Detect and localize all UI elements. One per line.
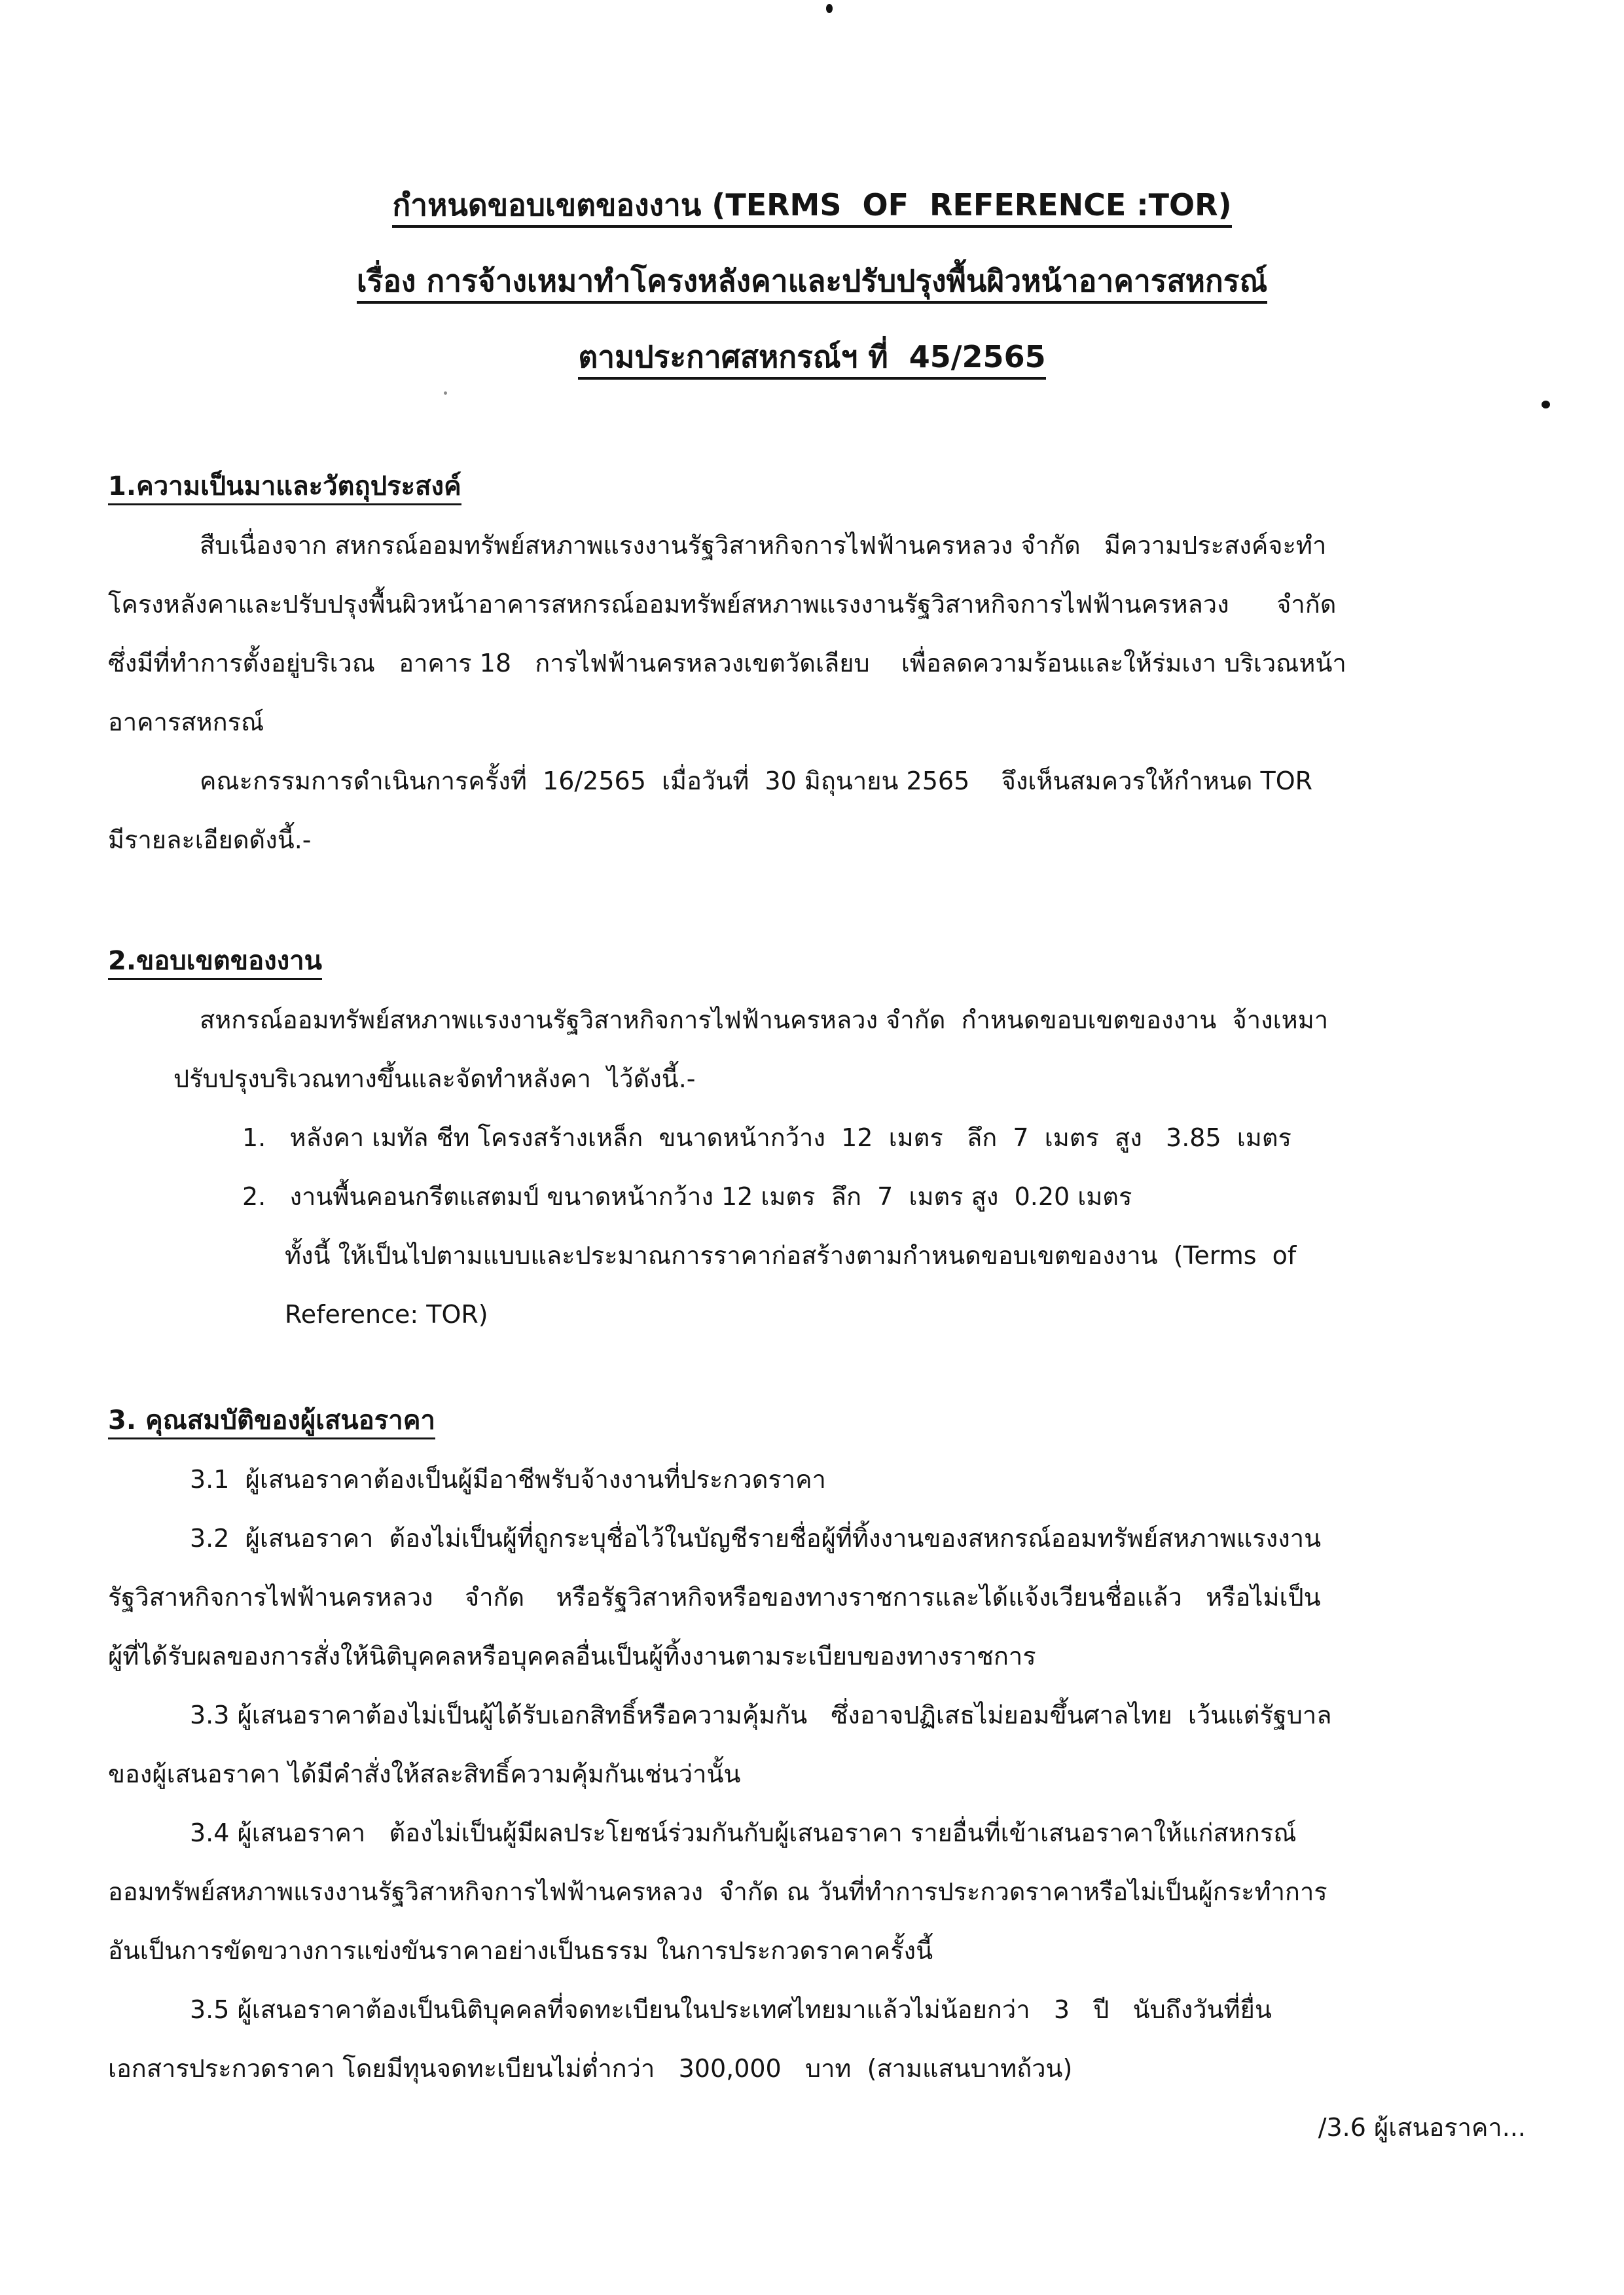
section-3-item-3-3-line-1: 3.3 ผู้เสนอราคาต้องไม่เป็นผู้ได้รับเอกสิทธิ์หรือความคุ้มกัน ซึ่งอาจปฏิเสธไม่ยอมขึ้นศาลไทย เว้นแต่รัฐบาล xyxy=(190,1701,1332,1729)
scan-artifact-dot xyxy=(444,391,447,395)
section-3-heading: 3. คุณสมบัติของผู้เสนอราคา xyxy=(108,1391,1526,1450)
section-3-item-3-3-line-2: ของผู้เสนอราคา ได้มีคำสั่งให้สละสิทธิ์ความคุ้มกันเช่นว่านั้น xyxy=(108,1760,741,1788)
section-1-paragraph-1-line-2: โครงหลังคาและปรับปรุงพื้นผิวหน้าอาคารสหกรณ์ออมทรัพย์สหภาพแรงงานรัฐวิสาหกิจการไฟฟ้านครหลวง จำกัด xyxy=(108,590,1337,619)
section-1-paragraph-1-line-1: สืบเนื่องจาก สหกรณ์ออมทรัพย์สหภาพแรงงานรัฐวิสาหกิจการไฟฟ้านครหลวง จำกัด มีความประสงค์จะทำ xyxy=(200,531,1327,560)
section-1-heading: 1.ความเป็นมาและวัตถุประสงค์ xyxy=(108,457,1526,516)
document-title-line-1 xyxy=(0,167,1624,243)
section-3-item-3-5-line-2: เอกสารประกวดราคา โดยมีทุนจดทะเบียนไม่ต่ำกว่า 300,000 บาท (สามแสนบาทถ้วน) xyxy=(108,2054,1073,2083)
section-2-heading: 2.ขอบเขตของงาน xyxy=(108,931,1526,990)
section-1-paragraph-1-line-3: ซึ่งมีที่ทำการตั้งอยู่บริเวณ อาคาร 18 การไฟฟ้านครหลวงเขตวัดเลียบ เพื่อลดความร้อนและให้ร่มเงา บริเวณหน้า xyxy=(108,649,1346,678)
scan-artifact-dot xyxy=(1542,401,1550,408)
document-title-line-1-text: กำหนดขอบเขตของงาน (TERMS OF REFERENCE :TOR) xyxy=(392,187,1231,228)
section-1-paragraph-2-line-1: คณะกรรมการดำเนินการครั้งที่ 16/2565 เมื่อวันที่ 30 มิถุนายน 2565 จึงเห็นสมควรให้กำหนด TOR xyxy=(200,767,1313,795)
section-2-scope-of-work xyxy=(108,931,1526,1344)
section-2-note-line-2: Reference: TOR) xyxy=(285,1300,488,1329)
section-3-item-3-2-line-3: ผู้ที่ได้รับผลของการสั่งให้นิติบุคคลหรือบุคคลอื่นเป็นผู้ทิ้งงานตามระเบียบของทางราชการ xyxy=(108,1642,1036,1671)
document-title xyxy=(0,0,1624,395)
section-3-item-3-4-line-2: ออมทรัพย์สหภาพแรงงานรัฐวิสาหกิจการไฟฟ้านครหลวง จำกัด ณ วันที่ทำการประกวดราคาหรือไม่เป็นผู้กระทำการ xyxy=(108,1877,1327,1906)
document-title-line-2-text: เรื่อง การจ้างเหมาทำโครงหลังคาและปรับปรุงพื้นผิวหน้าอาคารสหกรณ์ xyxy=(357,263,1267,304)
document-body xyxy=(108,457,1526,2157)
document-title-line-2 xyxy=(0,243,1624,319)
section-2-note-line-1: ทั้งนี้ ให้เป็นไปตามแบบและประมาณการราคาก่อสร้างตามกำหนดขอบเขตของงาน (Terms of xyxy=(285,1241,1297,1270)
section-3-item-3-2-line-1: 3.2 ผู้เสนอราคา ต้องไม่เป็นผู้ที่ถูกระบุชื่อไว้ในบัญชีรายชื่อผู้ที่ทิ้งงานของสหกรณ์ออมทรัพย์สหภาพแรงงาน xyxy=(190,1524,1322,1553)
section-1-paragraph-1-line-4: อาคารสหกรณ์ xyxy=(108,708,264,736)
section-2-list-item-1: 1. หลังคา เมทัล ชีท โครงสร้างเหล็ก ขนาดหน้ากว้าง 12 เมตร ลึก 7 เมตร สูง 3.85 เมตร xyxy=(242,1123,1291,1152)
section-3-item-3-4-line-1: 3.4 ผู้เสนอราคา ต้องไม่เป็นผู้มีผลประโยชน์ร่วมกันกับผู้เสนอราคา รายอื่นที่เข้าเสนอราคาให้แก่สหกรณ์ xyxy=(190,1818,1297,1847)
section-3-item-3-4-line-3: อันเป็นการขัดขวางการแข่งขันราคาอย่างเป็นธรรม ในการประกวดราคาครั้งนี้ xyxy=(108,1936,933,1965)
section-3-bidder-qualifications xyxy=(108,1391,1526,2098)
section-3-item-3-5-line-1: 3.5 ผู้เสนอราคาต้องเป็นนิติบุคคลที่จดทะเบียนในประเทศไทยมาแล้วไม่น้อยกว่า 3 ปี นับถึงวันที่ยื่น xyxy=(190,1995,1272,2024)
page-continuation-note: /3.6 ผู้เสนอราคา... xyxy=(1318,2113,1526,2142)
scan-artifact-dot xyxy=(826,4,833,13)
section-3-item-3-1-line-1: 3.1 ผู้เสนอราคาต้องเป็นผู้มีอาชีพรับจ้างงานที่ประกวดราคา xyxy=(190,1465,826,1494)
section-2-list-item-2: 2. งานพื้นคอนกรีตแสตมป์ ขนาดหน้ากว้าง 12 เมตร ลึก 7 เมตร สูง 0.20 เมตร xyxy=(242,1182,1132,1211)
section-3-item-3-2-line-2: รัฐวิสาหกิจการไฟฟ้านครหลวง จำกัด หรือรัฐวิสาหกิจหรือของทางราชการและได้แจ้งเวียนชื่อแล้ว หรือไม่เป็น xyxy=(108,1583,1321,1612)
section-1-background-and-objective xyxy=(108,457,1526,869)
section-2-paragraph-1-line-1: สหกรณ์ออมทรัพย์สหภาพแรงงานรัฐวิสาหกิจการไฟฟ้านครหลวง จำกัด กำหนดขอบเขตของงาน จ้างเหมา xyxy=(200,1005,1329,1034)
document-title-line-3 xyxy=(0,319,1624,395)
section-2-paragraph-1-line-2: ปรับปรุงบริเวณทางขึ้นและจัดทำหลังคา ไว้ดังนี้.- xyxy=(173,1064,696,1093)
document-title-line-3-text: ตามประกาศสหกรณ์ฯ ที่ 45/2565 xyxy=(578,339,1045,380)
section-1-paragraph-2-line-2: มีรายละเอียดดังนี้.- xyxy=(108,825,312,854)
